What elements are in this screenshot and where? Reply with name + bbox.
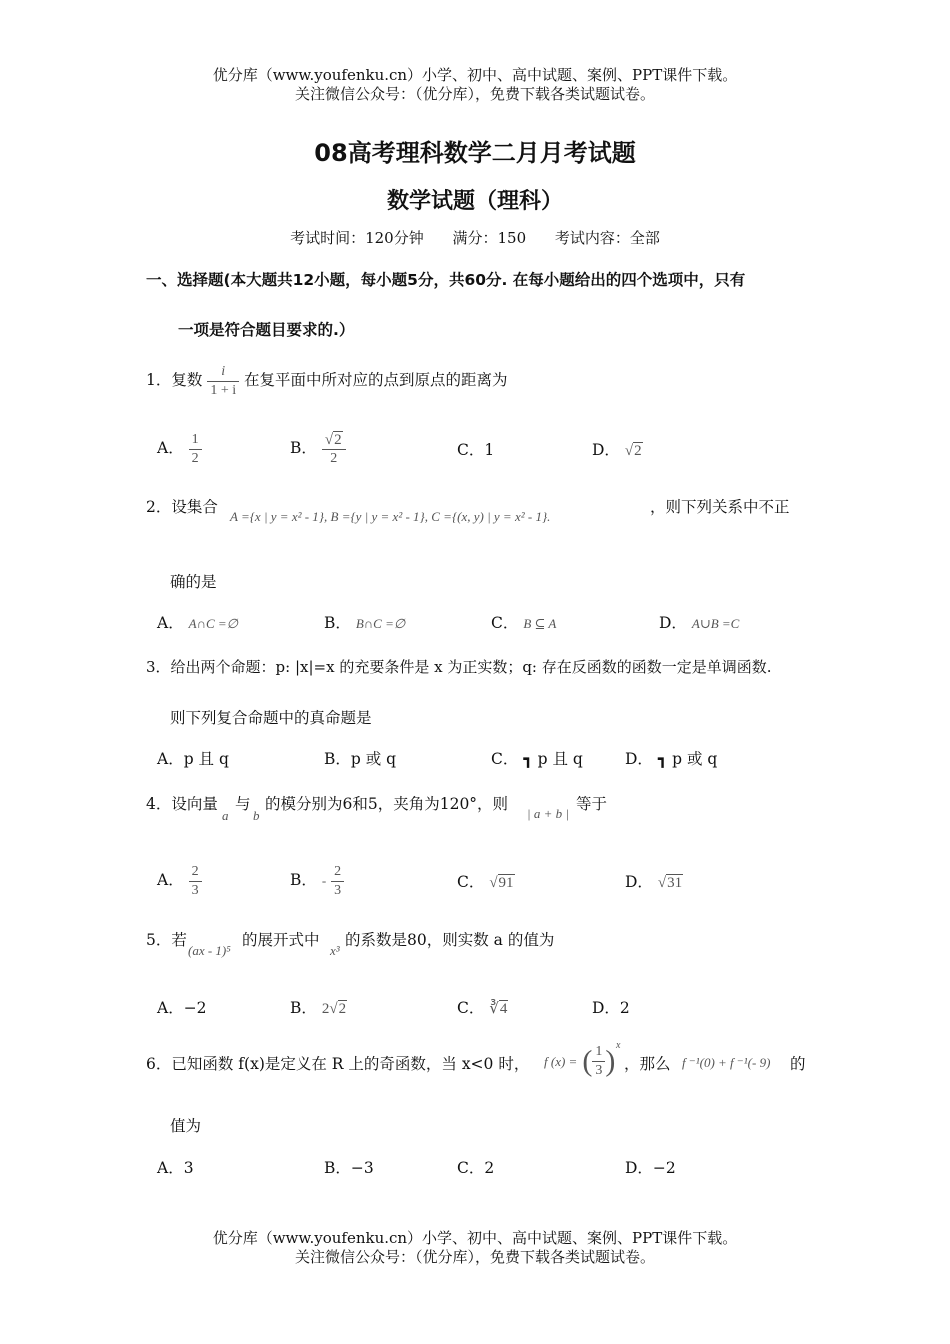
q4-c-label: C． <box>457 873 485 891</box>
q4-option-d <box>625 870 683 892</box>
q4-b-fraction <box>331 863 344 900</box>
q4-b-sign: - <box>321 873 327 888</box>
page-subtitle: 数学试题（理科） <box>386 189 563 214</box>
q4-post: 等于 <box>576 795 608 813</box>
q1-b-rad: 2 <box>334 431 342 448</box>
q3-d-label: D． <box>625 750 653 768</box>
q4-b-den: 3 <box>334 882 342 898</box>
q5-option-a: A．−2 <box>157 999 207 1017</box>
q6-option-d: D．−2 <box>625 1159 676 1177</box>
q6-function-def <box>544 1040 615 1083</box>
q4-a-label: A． <box>157 871 184 889</box>
q4-option-a <box>157 860 202 900</box>
q6-left-paren: ( <box>582 1044 593 1078</box>
q1-frac-num: i <box>207 363 239 382</box>
q6-fx: f (x) = <box>544 1054 578 1069</box>
exam-content: 考试内容：全部 <box>554 229 660 247</box>
q6-right-paren: ) <box>605 1044 616 1078</box>
section-heading-line-1: 一、选择题(本大题共12小题，每小题5分，共60分. 在每小题给出的四个选项中，只有 <box>146 271 746 289</box>
q2-option-d <box>659 611 739 633</box>
q6-fraction <box>592 1043 605 1080</box>
header-line-1: 优分库（www.youfenku.cn）小学、初中、高中试题、案例、PPT课件下载。 <box>212 66 738 84</box>
q1-text: 在复平面中所对应的点到原点的距离为 <box>244 371 508 389</box>
q1-option-c: C．1 <box>457 441 495 459</box>
q3-c-text: p 且 q <box>537 750 583 768</box>
q5-option-d: D．2 <box>592 999 630 1017</box>
q4-mid-2: 的模分别为6和5，夹角为120°，则 <box>265 795 509 813</box>
q5-b-expr: 2√2 <box>321 1001 347 1017</box>
q1-d-sqrt: √2 <box>624 443 642 459</box>
q5-c-root: ∛ <box>489 1001 499 1017</box>
q2-a-expr: A∩C =∅ <box>188 616 238 631</box>
q2-d-expr: A∪B =C <box>691 616 740 631</box>
q3-option-d <box>625 747 717 769</box>
q6-mid: ，那么 <box>624 1055 671 1073</box>
q5-pre: 5．若 <box>146 931 187 949</box>
q5-post: 的系数是80，则实数 a 的值为 <box>345 931 555 949</box>
q6-frac-num: 1 <box>592 1043 605 1062</box>
q5-term: x³ <box>330 943 340 958</box>
q2-option-b <box>324 611 405 633</box>
q6-post: 的 <box>790 1055 806 1073</box>
q6-option-a: A．3 <box>157 1159 194 1177</box>
q3-line-1: 3．给出两个命题：p: |x|=x 的充要条件是 x 为正实数；q: 存在反函数的函数一定是单调函数. <box>146 658 772 676</box>
q5-option-c <box>457 996 508 1018</box>
q1-a-label: A． <box>157 439 184 457</box>
q2-number: 2．设集合 <box>146 498 218 516</box>
q1-frac-den: 1 + i <box>210 382 237 398</box>
q4-d-label: D． <box>625 873 653 891</box>
question-1 <box>146 360 508 400</box>
q3-option-b: B．p 或 q <box>324 750 397 768</box>
q2-b-expr: B∩C =∅ <box>355 616 406 631</box>
q5-option-b <box>290 996 347 1018</box>
q4-d-rad: 31 <box>667 875 683 891</box>
q5-c-expr <box>489 1000 508 1017</box>
q4-b-num: 2 <box>331 863 344 882</box>
q1-fraction <box>207 363 239 400</box>
q3-option-a: A．p 且 q <box>157 750 229 768</box>
header-line-2: 关注微信公众号：（优分库），免费下载各类试题试卷。 <box>294 85 655 103</box>
q5-b-label: B． <box>290 999 317 1017</box>
q4-c-sqrt: √91 <box>489 875 514 891</box>
q6-frac-den: 3 <box>595 1063 603 1078</box>
q2-a-label: A． <box>157 614 184 632</box>
q5-c-rad: 4 <box>499 1001 508 1017</box>
q1-a-num: 1 <box>189 431 202 450</box>
q6-option-c: C．2 <box>457 1159 495 1177</box>
q1-d-rad: 2 <box>634 443 642 459</box>
q3-c-label: C． <box>491 750 519 768</box>
exam-info <box>0 227 950 248</box>
q4-vector-b: b <box>253 808 260 823</box>
q4-a-fraction <box>189 863 202 900</box>
q3-line-2: 则下列复合命题中的真命题是 <box>170 709 372 727</box>
q1-option-a <box>157 428 202 468</box>
q6-option-b: B．−3 <box>324 1159 374 1177</box>
q4-vector-a: a <box>222 808 229 823</box>
q2-line-2: 确的是 <box>170 573 217 591</box>
q2-c-expr: B ⊆ A <box>523 616 557 631</box>
q4-pre: 4．设向量 <box>146 795 218 813</box>
q3-c-negation: ┓ <box>523 749 533 768</box>
q2-b-label: B． <box>324 614 351 632</box>
q4-d-sqrt: √31 <box>657 875 683 891</box>
q3-d-negation: ┓ <box>657 749 668 768</box>
footer-line-2: 关注微信公众号：（优分库），免费下载各类试题试卷。 <box>294 1248 655 1266</box>
q4-option-b <box>290 860 344 901</box>
q1-b-label: B． <box>290 439 317 457</box>
q2-formula: A ={x | y = x² - 1}, B ={y | y = x² - 1}, C ={(x, y) | y = x² - 1}. <box>230 509 551 524</box>
exam-score: 满分：150 <box>452 229 527 247</box>
q6-expr: f ⁻¹(0) + f ⁻¹(- 9) <box>682 1055 771 1070</box>
q5-expr: (ax - 1)⁵ <box>188 943 231 958</box>
q6-exponent: x <box>616 1040 621 1051</box>
q1-option-b <box>290 428 346 468</box>
q6-line-2: 值为 <box>170 1117 202 1135</box>
q5-mid: 的展开式中 <box>242 931 320 949</box>
q1-option-d <box>592 438 643 460</box>
q6-pre: 6．已知函数 f(x)是定义在 R 上的奇函数，当 x<0 时， <box>146 1055 530 1073</box>
q3-d-text: p 或 q <box>672 750 718 768</box>
q2-d-label: D． <box>659 614 687 632</box>
q5-b-coef: 2 <box>321 1001 330 1017</box>
q1-b-den: 2 <box>330 450 338 466</box>
section-heading-line-2: 一项是符合题目要求的.） <box>178 321 355 339</box>
footer-line-1: 优分库（www.youfenku.cn）小学、初中、高中试题、案例、PPT课件下载。 <box>212 1229 738 1247</box>
q2-c-label: C． <box>491 614 519 632</box>
q4-c-rad: 91 <box>498 875 514 891</box>
q1-b-num: √2 <box>322 431 346 450</box>
q5-b-rad: 2 <box>338 1001 347 1017</box>
q1-a-den: 2 <box>191 450 199 466</box>
q4-option-c <box>457 870 515 892</box>
q1-d-label: D． <box>592 441 620 459</box>
q4-a-den: 3 <box>191 882 199 898</box>
q4-mid-1: 与 <box>235 795 251 813</box>
page-title: 08高考理科数学二月月考试题 <box>314 139 636 167</box>
q4-a-num: 2 <box>189 863 202 882</box>
q4-abs-expr: | a + b | <box>527 806 569 821</box>
q3-option-c <box>491 747 583 769</box>
q2-tail: ，则下列关系中不正 <box>650 498 790 516</box>
q2-option-a <box>157 611 238 633</box>
exam-time: 考试时间：120分钟 <box>290 229 424 247</box>
q1-b-fraction <box>322 431 346 468</box>
q2-option-c <box>491 611 556 633</box>
q5-c-label: C． <box>457 999 485 1017</box>
q1-a-fraction <box>189 431 202 468</box>
q4-b-label: B． <box>290 871 317 889</box>
q1-number: 1．复数 <box>146 371 203 389</box>
